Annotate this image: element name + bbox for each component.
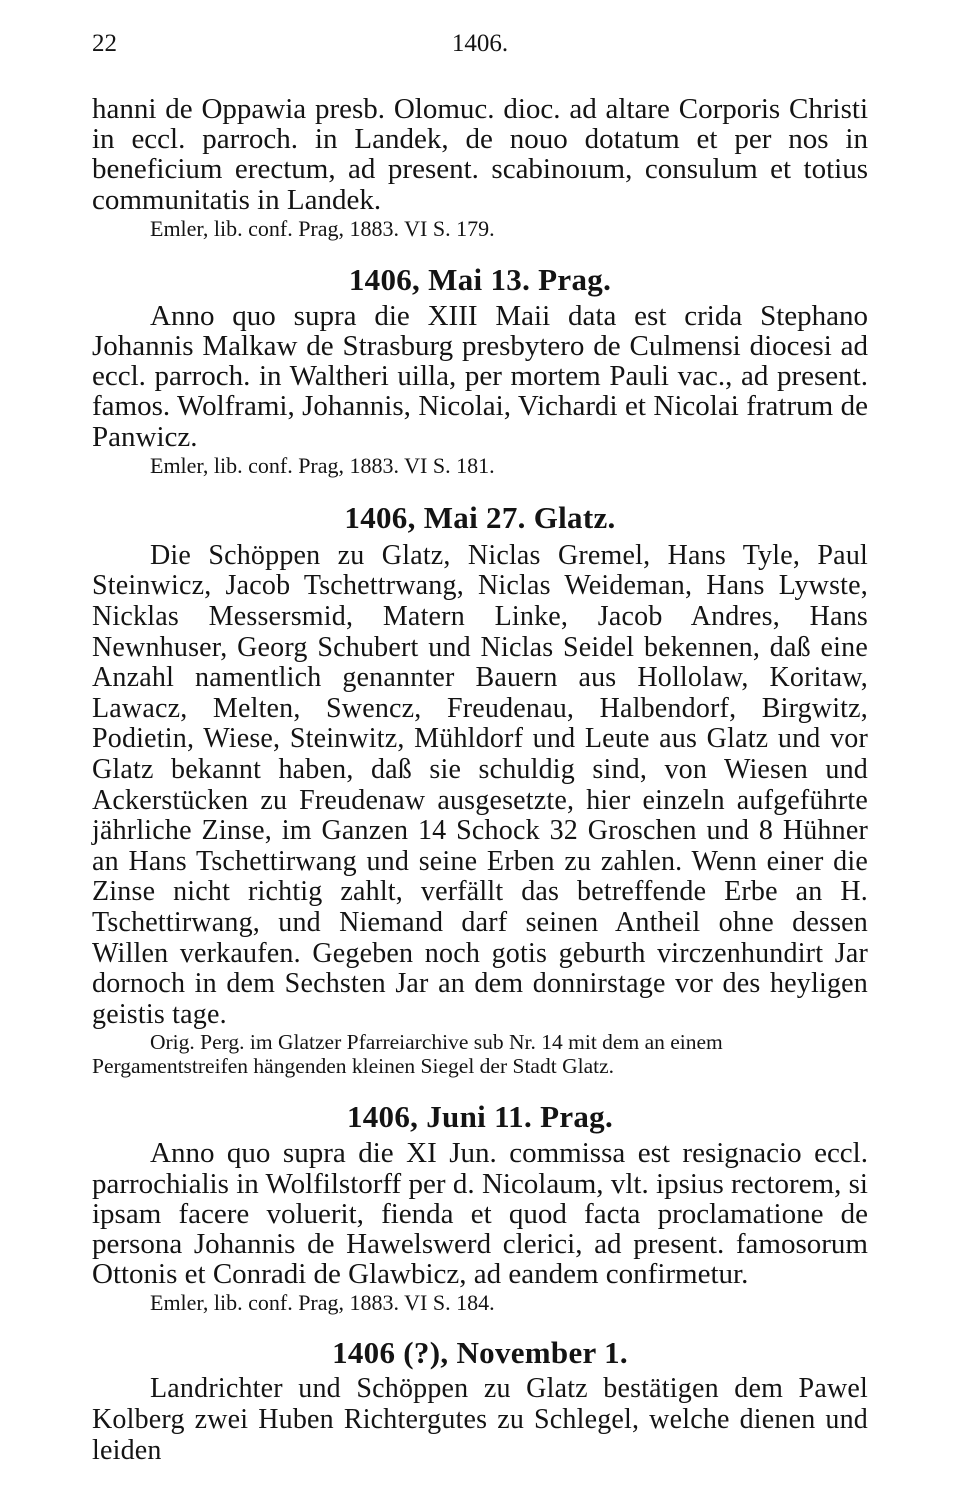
- entry-source: Emler, lib. conf. Prag, 1883. VI S. 181.: [150, 452, 495, 478]
- entry-source: Emler, lib. conf. Prag, 1883. VI S. 184.: [150, 1290, 495, 1316]
- entry-text: Anno quo supra die XIII Maii data est crida Stephano Johannis Malkaw de Strasburg presbytero de Culmensi diocesi ad eccl. parroch. in Waltheri uilla, per mortem Pauli vac., ad present. famos. Wolframi, Johannis, Nicolai, Vichardi et Nicolai fratrum de Panwicz.: [92, 299, 868, 453]
- page-number: 22: [92, 30, 117, 57]
- page-body: [92, 94, 868, 1466]
- entry-heading: 1406 (?), November 1.: [332, 1335, 628, 1371]
- entry-source: Emler, lib. conf. Prag, 1883. VI S. 179.: [150, 215, 495, 241]
- entry-heading: 1406, Mai 27. Glatz.: [344, 499, 616, 535]
- entry-text: Anno quo supra die XI Jun. commissa est resignacio eccl. parrochialis in Wolfilstorff per d. Nicolaum, vlt. ipsius rectorem, si ipsam facere voluerit, fienda et quod facta proclamatione de persona Johannis de Hawelswerd clerici, ad present. famosorum Ottonis et Conradi de Glawbicz, ad eandem confirmetur.: [92, 1137, 868, 1291]
- page-header: [92, 30, 868, 64]
- entry-text: Die Schöppen zu Glatz, Niclas Gremel, Hans Tyle, Paul Steinwicz, Jacob Tschettrwang, Niclas Weideman, Hans Lywste, Nicklas Messersmid, Matern Linke, Jacob Andres, Hans Newnhuser, Georg Schubert und Niclas Seidel bekennen, daß eine Anzahl namentlich genannter Bauern aus Hollolaw, Koritaw, Lawacz, Melten, Swencz, Freudenau, Halbendorf, Birgwitz, Podietin, Wiese, Steinwitz, Mühldorf und Leute aus Glatz und vor Glatz bekannt haben, daß sie schuldig sind, von Wiesen und Ackerstücken zu Freudenaw ausgesetzte, hier einzeln aufgeführte jährliche Zinse, im Ganzen 14 Schock 32 Groschen und 8 Hühner an Hans Tschettirwang und seine Erben zu zahlen. Wenn einer die Zinse nicht richtig zahlt, verfällt das betreffende Erbe an H. Tschettirwang, und Niemand darf seinen Antheil ohne dessen Willen verkaufen. Gegeben noch gotis geburth virczenhundirt Jar dornoch in dem Sechsten Jar an dem donnirstage vor des heyligen geistis tage.: [92, 539, 868, 1030]
- entry-text-continued: hanni de Oppawia presb. Olomuc. dioc. ad altare Corporis Christi in eccl. parroch. in Landek, de nouo dotatum et per nos in beneficium erectum, ad present. scabinoıum, consulum et totius communitatis in Landek.: [92, 93, 868, 216]
- running-head-year: 1406.: [451, 30, 509, 57]
- entry-heading: 1406, Mai 13. Prag.: [348, 261, 612, 297]
- entry-heading: 1406, Juni 11. Prag.: [346, 1099, 614, 1135]
- entry-text: Landrichter und Schöppen zu Glatz bestätigen dem Pawel Kolberg zwei Huben Richtergutes zu Schlegel, welche dienen und leiden: [92, 1373, 868, 1466]
- entry-source: Orig. Perg. im Glatzer Pfarreiarchive sub Nr. 14 mit dem an einem Pergamentstreifen hängenden kleinen Siegel der Stadt Glatz.: [92, 1030, 723, 1079]
